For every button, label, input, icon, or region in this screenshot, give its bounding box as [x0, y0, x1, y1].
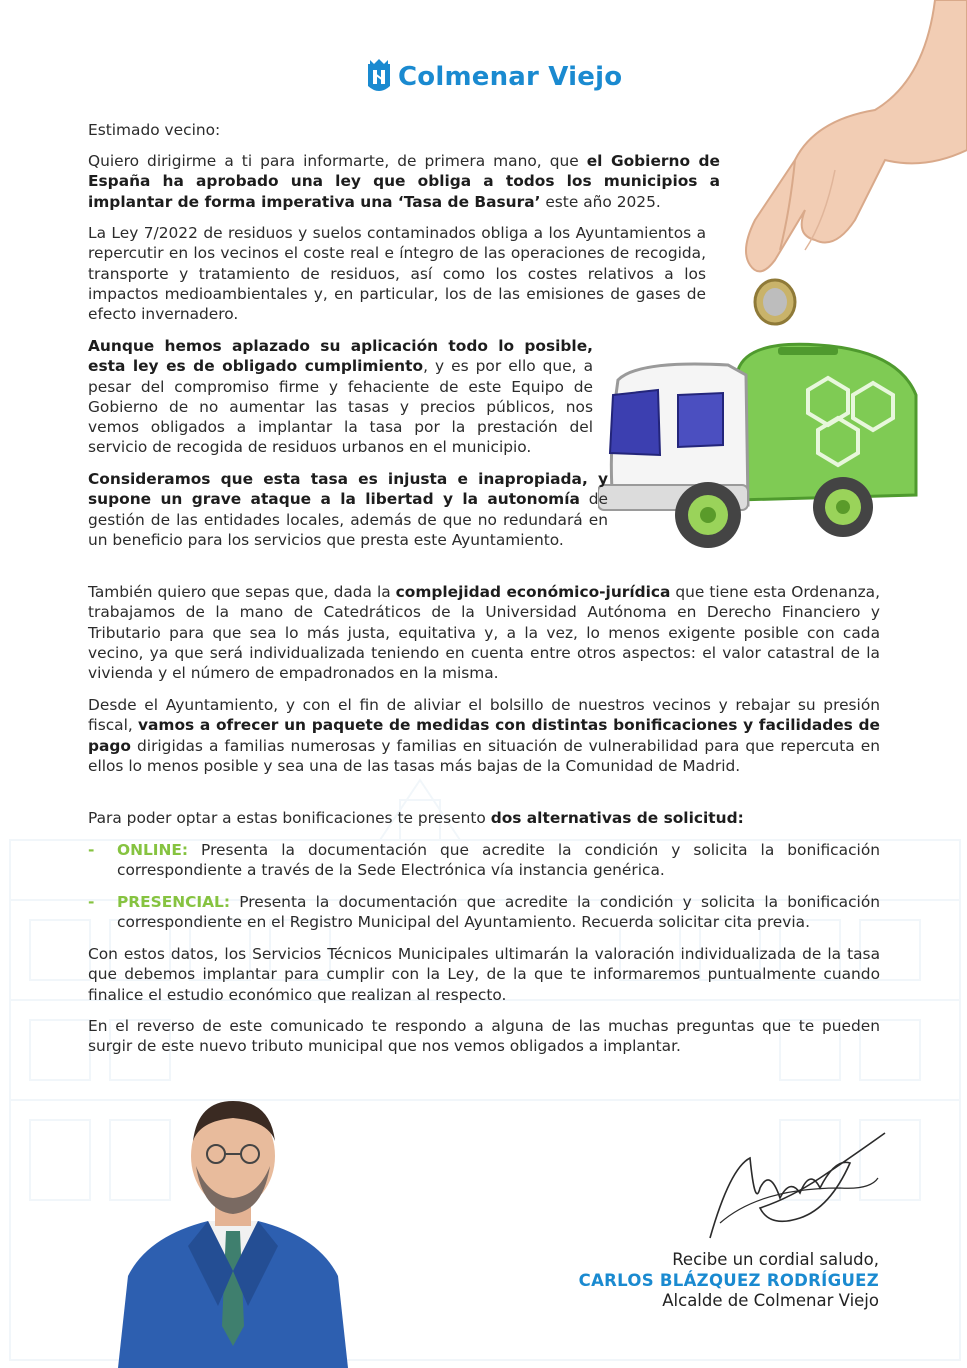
paragraph-legal-complexity — [88, 582, 880, 683]
text-span: de gestión de las entidades locales, además de que no redundará en un beneficio para los servicios que presta este Ayuntamiento. — [88, 490, 608, 549]
bullet-text — [117, 840, 880, 881]
mayor-portrait — [118, 1096, 348, 1368]
text-span: dirigidas a familias numerosas y familias en situación de vulnerabilidad para que repercuta en ellos lo menos posible y sea una de las tasas más bajas de la Comunidad de Madrid. — [88, 736, 880, 775]
handwritten-signature — [700, 1128, 890, 1248]
bullet-key: PRESENCIAL: — [117, 893, 231, 911]
text-span: Quiero dirigirme a ti para informarte, de primera mano, que — [88, 152, 587, 170]
paragraph-technical-services: Con estos datos, los Servicios Técnicos Municipales ultimarán la valoración individualizada de la tasa que debemos implantar para cumplir con la Ley, de la que te informaremos puntualmente cuando finalice el estudio económico que realizan al respecto. — [88, 945, 880, 1004]
paragraph-reverse-side: En el reverso de este comunicado te respondo a alguna de las muchas preguntas que te pueden surgir de este nuevo tributo municipal que nos vemos obligados a implantar. — [88, 1017, 880, 1056]
bullet-dash: - — [88, 893, 95, 911]
bold-span: vamos a ofrecer un paquete de medidas con distintas bonificaciones y facilidades de pago — [88, 716, 880, 755]
paragraph-unjust-tax — [88, 469, 608, 550]
text-span: que tiene esta Ordenanza, trabajamos de la mano de Catedráticos de la Universidad Autónoma en Derecho Financiero y Tributario para que sea lo más justa, equitativa y, a la vez, lo menos exigente posible con cada vecino, ya que será individualizada teniendo en cuenta entre otros aspectos: el valor catastral de la vivienda y el número de empadronados en la misma. — [88, 583, 880, 683]
closing-block — [579, 1250, 879, 1312]
bold-span: complejidad económico-jurídica — [395, 583, 671, 601]
bold-span: Consideramos que esta tasa es injusta e inapropiada, y supone un grave ataque a la libertad y la autonomía — [88, 470, 608, 509]
colmenar-viejo-logo — [366, 58, 622, 96]
paragraph-bonuses-package — [88, 695, 880, 776]
text-span: Para poder optar a estas bonificaciones te presento — [88, 809, 491, 827]
bullet-text — [117, 892, 880, 933]
text-span: Presenta la documentación que acredite la condición y solicita la bonificación correspondiente en el Registro Municipal del Ayuntamiento. Recuerda solicitar cita previa. — [117, 893, 880, 932]
garbage-truck-piggy-bank-icon — [598, 335, 928, 560]
text-span: , y es por ello que, a pesar del compromiso firme y fehaciente de este Equipo de Gobierno de no aumentar las tasas y precios públicos, nos vemos obligados a implantar la tasa por la prestación del servicio de recogida de residuos urbanos en el municipio. — [88, 357, 594, 457]
bold-span: dos alternativas de solicitud: — [490, 809, 744, 827]
list-item-online — [88, 840, 880, 881]
bullet-dash: - — [88, 841, 95, 859]
signer-role: Alcalde de Colmenar Viejo — [662, 1291, 879, 1310]
bold-span: el Gobierno de España ha aprobado una ley que obliga a todos los municipios a implantar de forma imperativa una ‘Tasa de Basura’ — [88, 152, 720, 211]
logo-wordmark: Colmenar Viejo — [398, 62, 623, 92]
text-span: Presenta la documentación que acredite la condición y solicita la bonificación correspondiente a través de la Sede Electrónica vía instancia genérica. — [117, 841, 880, 880]
hand-dropping-coin-icon — [735, 0, 967, 330]
paragraph-application-options — [88, 808, 880, 828]
paragraph-law-announcement — [88, 151, 720, 212]
text-span: También quiero que sepas que, dada la — [88, 583, 396, 601]
paragraph-law-7-2022: La Ley 7/2022 de residuos y suelos contaminados obliga a los Ayuntamientos a repercutir en los vecinos el coste real e íntegro de las operaciones de recogida, transporte y tratamiento de residuos, así como los costes relativos a los impactos medioambientales y, en particular, los de las emisiones de gases de efecto invernadero. — [88, 224, 706, 324]
salutation: Recibe un cordial saludo, — [672, 1250, 879, 1269]
bullet-key: ONLINE: — [117, 841, 189, 859]
text-span: Desde el Ayuntamiento, y con el fin de aliviar el bolsillo de nuestros vecinos y rebajar su presión fiscal, — [88, 696, 880, 735]
bold-span: Aunque hemos aplazado su aplicación todo lo posible, esta ley es de obligado cumplimiento — [88, 337, 593, 376]
text-span: este año 2025. — [540, 192, 661, 211]
greeting: Estimado vecino: — [88, 121, 221, 139]
paragraph-mandatory-compliance — [88, 336, 593, 458]
municipal-shield-icon — [366, 58, 392, 96]
list-item-presencial — [88, 892, 880, 933]
signer-name: CARLOS BLÁZQUEZ RODRÍGUEZ — [578, 1270, 879, 1290]
